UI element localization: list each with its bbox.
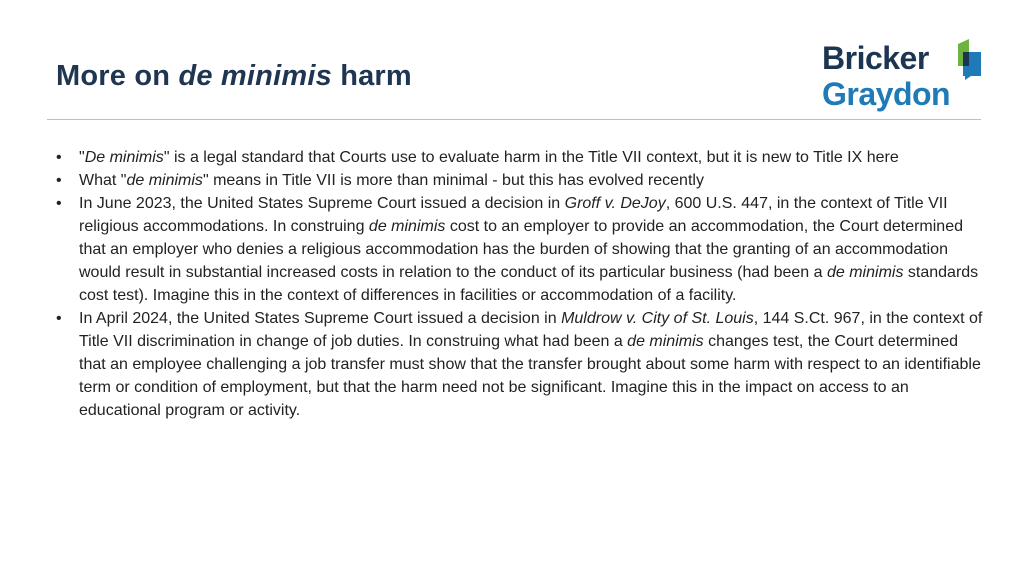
bullet-italic-text: De minimis xyxy=(84,149,164,166)
bullet-italic-text: Muldrow v. City of St. Louis xyxy=(561,310,754,327)
title-text-start: More on xyxy=(56,60,179,92)
logo-line-bricker: Bricker xyxy=(822,40,929,76)
bullet-text: What " xyxy=(79,172,127,189)
bullet-text: In June 2023, the United States Supreme Court issued a decision in xyxy=(79,195,565,212)
logo-mark-icon xyxy=(954,38,982,80)
bullet-list xyxy=(56,146,986,422)
bullet-text: , 600 U.S. 447, in the context of Title VII religious accommodations. In construing xyxy=(79,195,948,235)
bullet-text: , 144 S.Ct. 967, in the context of Title VII discrimination in change of job duties. In construing what had been a xyxy=(79,310,983,350)
bullet-text: " xyxy=(79,149,85,166)
title-text-italic: de minimis xyxy=(178,60,332,92)
bullet-text: " means in Title VII is more than minimal - but this has evolved recently xyxy=(202,172,704,189)
bullet-dot: • xyxy=(56,195,62,212)
bullet-italic-text: Groff v. DeJoy xyxy=(564,195,666,212)
bullet-text: changes test, the Court determined that an employee challenging a job transfer must show that the transfer brought about some harm with respect to an identifiable term or condition of employment, but that the harm need not be significant. Imagine this in the impact on access to an educational program or activity. xyxy=(79,333,981,419)
bullet-text: standards cost test). Imagine this in the context of differences in facilities or accommodation of a facility. xyxy=(79,264,979,304)
bullet-text: cost to an employer to provide an accommodation, the Court determined that an employer who denies a religious accommodation has the burden of showing that the granting of an accommodation would result in substantial increased costs in relation to the conduct of its particular business (had been a xyxy=(79,218,963,281)
bullet-italic-text: de minimis xyxy=(368,218,446,235)
bullet-item xyxy=(56,307,986,422)
title-divider xyxy=(47,119,981,120)
bullet-dot: • xyxy=(56,149,62,166)
bullet-dot: • xyxy=(56,172,62,189)
bullet-text: " is a legal standard that Courts use to evaluate harm in the Title VII context, but it is new to Title IX here xyxy=(163,149,899,166)
bullet-italic-text: de minimis xyxy=(826,264,904,281)
logo-line-graydon: Graydon xyxy=(822,76,951,112)
slide-title xyxy=(56,60,412,93)
bullet-item xyxy=(56,169,986,192)
bullet-item xyxy=(56,192,986,307)
bricker-graydon-logo xyxy=(822,38,984,114)
title-text-end: harm xyxy=(331,60,412,92)
bullet-text: In April 2024, the United States Supreme Court issued a decision in xyxy=(79,310,562,327)
bullet-italic-text: de minimis xyxy=(126,172,203,189)
bullet-dot: • xyxy=(56,310,62,327)
bullet-italic-text: de minimis xyxy=(627,333,704,350)
bullet-item xyxy=(56,146,986,169)
